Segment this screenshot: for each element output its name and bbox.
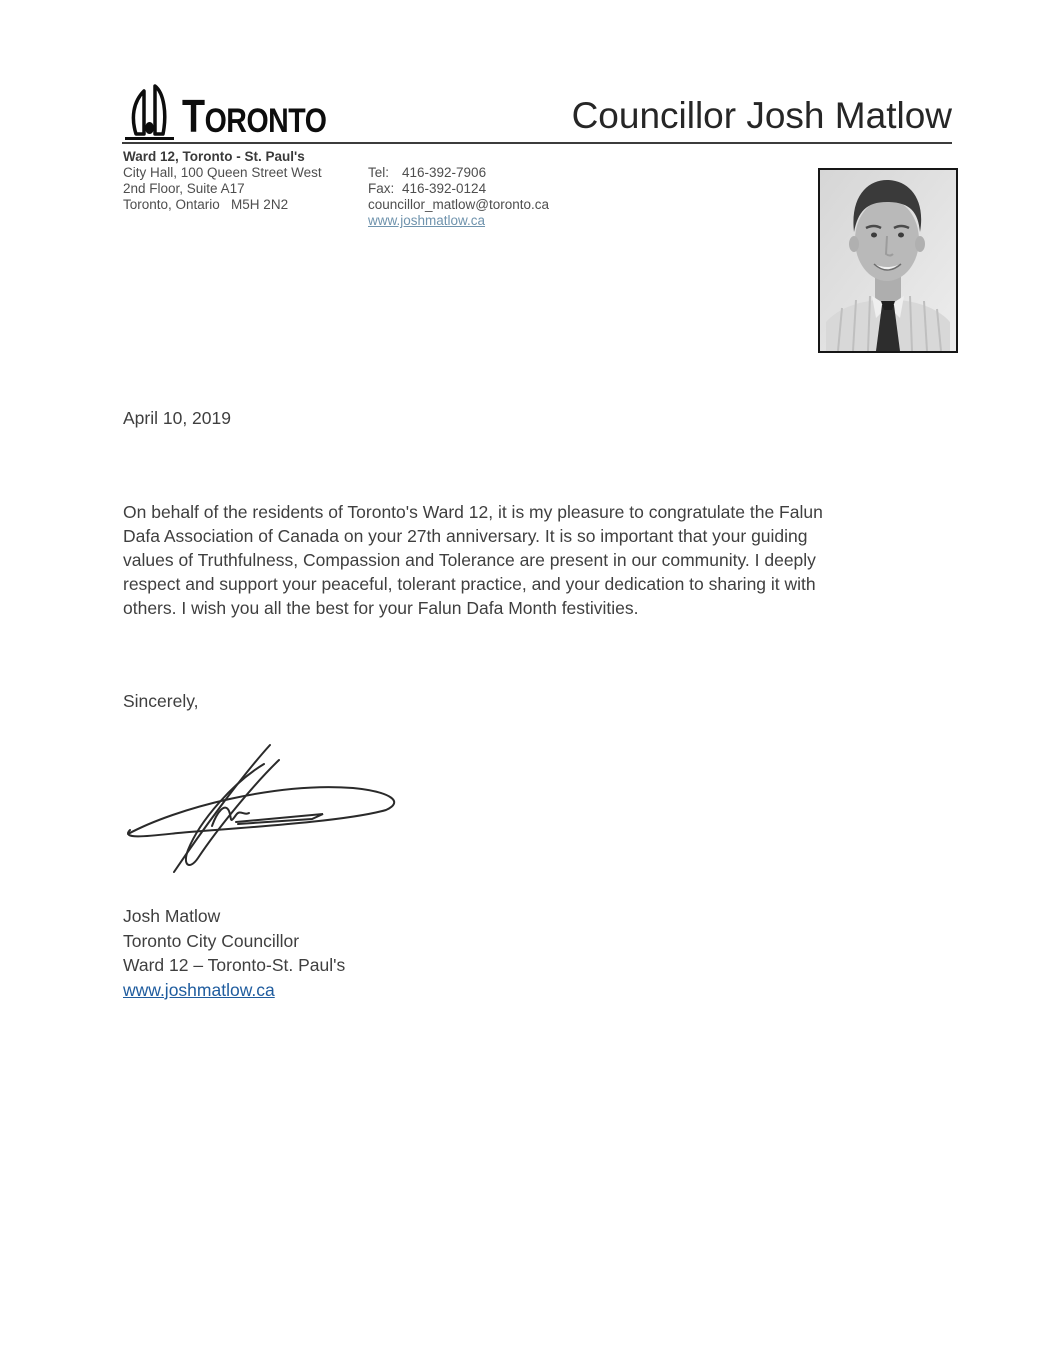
- body-line: values of Truthfulness, Compassion and Tolerance are present in our community. I deeply: [123, 550, 816, 570]
- body-line: others. I wish you all the best for your Falun Dafa Month festivities.: [123, 598, 639, 618]
- signoff-title: Toronto City Councillor: [123, 930, 300, 951]
- fax-label: Fax:: [368, 181, 395, 196]
- toronto-wordmark: TORONTO: [182, 90, 327, 143]
- body-line: On behalf of the residents of Toronto's Ward 12, it is my pleasure to congratulate the Falun: [123, 502, 823, 522]
- tel-line: [368, 165, 549, 181]
- signoff-ward: Ward 12 – Toronto-St. Paul's: [123, 955, 346, 975]
- contact-block: [368, 165, 549, 229]
- closing-salutation: Sincerely,: [123, 691, 199, 711]
- signature-image: [116, 732, 426, 877]
- letter-body: [123, 500, 968, 620]
- ward-line: Ward 12, Toronto - St. Paul's: [123, 149, 305, 164]
- letter-date: April 10, 2019: [123, 408, 231, 428]
- portrait-image: [820, 170, 956, 351]
- body-line: respect and support your peaceful, tolerant practice, and your dedication to sharing it with: [123, 574, 816, 594]
- page-title: Councillor Josh Matlow: [571, 95, 952, 136]
- toronto-logo: [122, 84, 339, 142]
- toronto-cityhall-icon: [122, 84, 176, 142]
- address-block: [123, 149, 322, 213]
- fax-line: [368, 181, 549, 197]
- fax-value: 416-392-0124: [402, 181, 487, 196]
- signoff-name: Josh Matlow: [123, 906, 221, 926]
- body-line: Dafa Association of Canada on your 27th anniversary. It is so important that your guiding: [123, 526, 808, 546]
- councillor-portrait-photo: [818, 168, 958, 353]
- tel-value: 416-392-7906: [402, 165, 487, 180]
- header-website-link[interactable]: www.joshmatlow.ca: [368, 213, 486, 228]
- tel-label: Tel:: [368, 165, 390, 180]
- signoff-block: [123, 904, 345, 1002]
- footer-website-link[interactable]: www.joshmatlow.ca: [123, 979, 275, 1000]
- email-line: councillor_matlow@toronto.ca: [368, 197, 550, 212]
- address-line: City Hall, 100 Queen Street West: [123, 165, 322, 180]
- address-line: Toronto, Ontario M5H 2N2: [123, 197, 289, 212]
- header-divider: [122, 142, 952, 144]
- address-line: 2nd Floor, Suite A17: [123, 181, 245, 196]
